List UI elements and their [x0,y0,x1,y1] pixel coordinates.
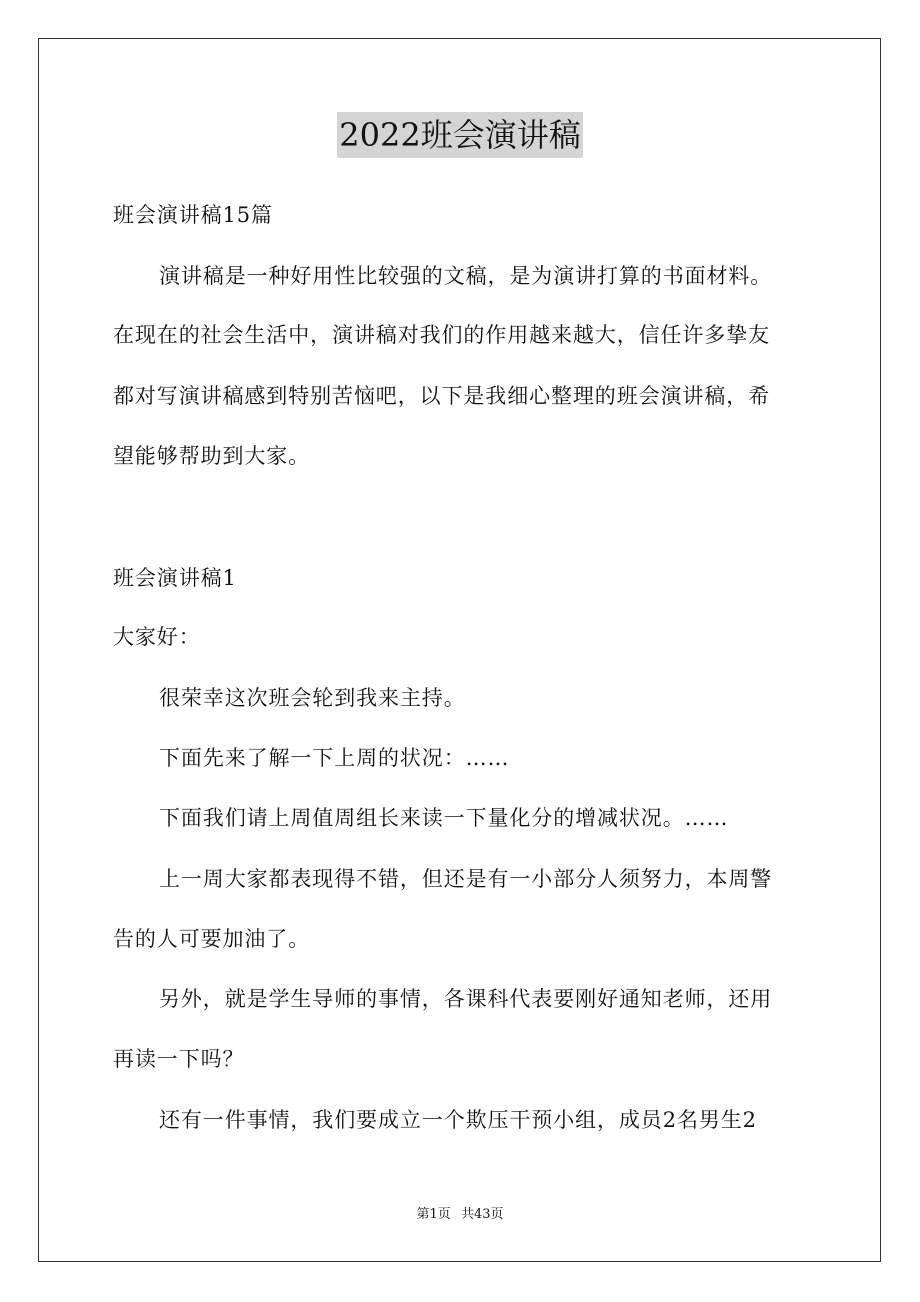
section-heading: 班会演讲稿1 [113,566,237,590]
paragraph-line: 另外，就是学生导师的事情，各课科代表要刚好通知老师，还用 [159,987,773,1011]
paragraph-line: 告的人可要加油了。 [113,927,311,951]
page-footer [0,1206,920,1224]
paragraph-line: 下面我们请上周值周组长来读一下量化分的增减状况。…… [159,806,729,830]
title-container [0,112,920,158]
paragraph-line: 在现在的社会生活中，演讲稿对我们的作用越来越大，信任许多挚友 [113,323,770,347]
greeting-line: 大家好： [113,625,201,649]
page-total: 共43页 [460,1207,504,1222]
subtitle-line: 班会演讲稿15篇 [113,203,273,227]
paragraph-line: 下面先来了解一下上周的状况：…… [159,746,510,770]
paragraph-line: 都对写演讲稿感到特别苦恼吧，以下是我细心整理的班会演讲稿，希 [113,384,770,408]
paragraph-line: 上一周大家都表现得不错，但还是有一小部分人须努力，本周警 [159,867,773,891]
paragraph-line: 还有一件事情，我们要成立一个欺压干预小组，成员2名男生2 [159,1108,757,1132]
page-number: 第1页 [416,1207,451,1222]
paragraph-line: 很荣幸这次班会轮到我来主持。 [159,686,466,710]
paragraph-line: 望能够帮助到大家。 [113,444,311,468]
document-title: 2022班会演讲稿 [337,112,582,158]
paragraph-line: 再读一下吗？ [113,1047,245,1071]
paragraph-line: 演讲稿是一种好用性比较强的文稿，是为演讲打算的书面材料。 [159,264,773,288]
